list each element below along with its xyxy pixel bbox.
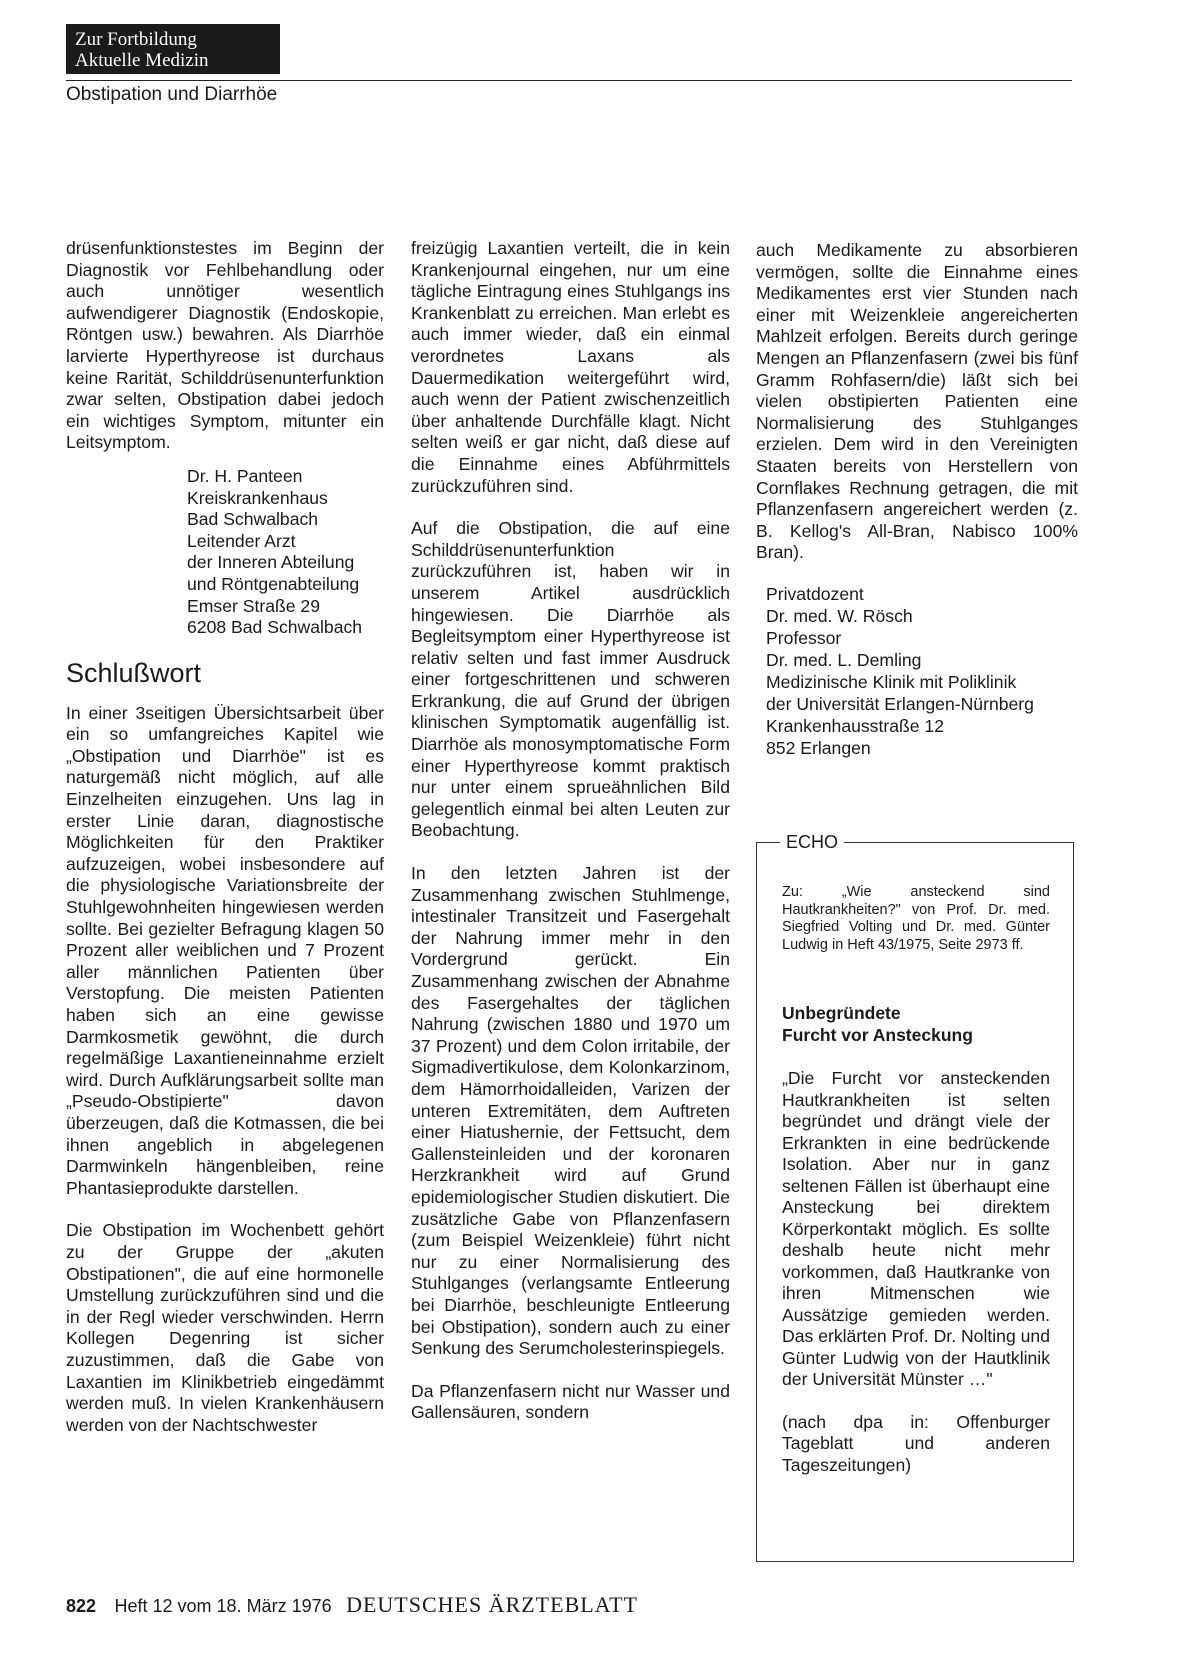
address-line: Krankenhausstraße 12: [766, 715, 944, 736]
section-tag-line1: Zur Fortbildung: [75, 29, 197, 50]
paragraph: freizügig Laxantien verteilt, die in kein Krankenjournal eingehen, nur um eine tägliche Eintragung eines Stuhlgangs ins Krankenblatt zu erreichen. Man erlebt es auch immer wieder, daß ein einmal verordnetes Laxans als Dauermedikation weitergeführt wird, auch wenn der Patient zwischenzeitlich über anhaltende Durchfälle klagt. Nicht selten weiß er gar nicht, daß diese auf die Einnahme eines Abführmittels zurückzuführen sind.: [411, 238, 730, 496]
address-line: Bad Schwalbach: [187, 509, 319, 530]
address-line: Privatdozent: [766, 583, 864, 604]
section-heading: Schlußwort: [66, 657, 202, 688]
echo-title: [782, 1002, 1050, 1046]
section-tag-line2: Aktuelle Medizin: [75, 50, 209, 71]
address-line: Professor: [766, 627, 842, 648]
echo-title-line: Furcht vor Ansteckung: [782, 1025, 973, 1045]
paragraph: Auf die Obstipation, die auf eine Schilddrüsenunterfunktion zurückzuführen ist, haben wir in unserem Artikel ausdrücklich hingewiesen. Die Diarrhöe als Begleitsymptom einer Hyperthyreose ist relativ selten und fast immer Ausdruck einer fortgeschrittenen und schweren Erkrankung, die auf Grund der übrigen klinischen Symptomatik augenfällig ist. Diarrhöe als monosymptomatische Form einer Hyperthyreose kommt praktisch nur unter einem sprueähnlichen Bild gelegentlich einmal bei alten Leuten zur Beobachtung.: [411, 518, 730, 841]
address-line: der Universität Erlangen-Nürnberg: [766, 693, 1034, 714]
page-number: 822: [66, 1596, 97, 1616]
echo-label: ECHO: [780, 830, 844, 854]
quote-source: (nach dpa in: Offenburger Tageblatt und anderen Tageszeitungen): [782, 1411, 1050, 1475]
journal-title: DEUTSCHES ÄRZTEBLATT: [346, 1592, 639, 1617]
address-line: Kreiskrankenhaus: [187, 487, 328, 508]
quote-text: „Die Furcht vor ansteckenden Hautkrankheiten ist selten begründet und drängt viele der Erkrankten in eine bedrückende Isolation. Aber nur in ganz seltenen Fällen ist überhaupt eine Ansteckung bei direktem Körperkontakt möglich. Es sollte deshalb heute nicht mehr vorkommen, daß Hautkranke von ihren Mitmenschen wie Aussätzige gemieden werden. Das erklärten Prof. Dr. Nolting und Günter Ludwig von der Hautklinik der Universität Münster …": [782, 1068, 1050, 1389]
header-rule: [66, 80, 1072, 81]
paragraph: drüsenfunktionstestes im Beginn der Diagnostik vor Fehlbehandlung oder auch unnötiger wesentlich aufwendigerer Diagnostik (Endoskopie, Röntgen usw.) bewahren. Als Diarrhöe larvierte Hyperthyreose ist durchaus keine Rarität, Schilddrüsenunterfunktion zwar selten, Obstipation dabei jedoch ein wichtiges Symptom, mitunter ein Leitsymptom.: [66, 238, 384, 453]
address-line: der Inneren Abteilung: [187, 552, 355, 573]
issue-info: Heft 12 vom 18. März 1976: [114, 1596, 332, 1616]
echo-title-line: Unbegründete: [782, 1003, 901, 1023]
address-line: Dr. H. Panteen: [187, 465, 303, 486]
address-line: Emser Straße 29: [187, 595, 320, 616]
paragraph: Die Obstipation im Wochenbett gehört zu der Gruppe der „akuten Obstipationen", die auf eine hormonelle Umstellung zurückzuführen sind und die in der Regl wieder verschwinden. Herrn Kollegen Degenring ist sicher zuzustimmen, daß die Gabe von Laxantien im Klinikbetrieb eingedämmt werden muß. In vielen Krankenhäusern werden von der Nachtschwester: [66, 1220, 384, 1435]
section-tag: [66, 24, 280, 74]
address-line: 852 Erlangen: [766, 737, 871, 758]
address-line: Dr. med. L. Demling: [766, 649, 922, 670]
paragraph: Da Pflanzenfasern nicht nur Wasser und Gallensäuren, sondern: [411, 1380, 730, 1423]
address-line: 6208 Bad Schwalbach: [187, 617, 363, 638]
echo-quote: [782, 1068, 1050, 1476]
echo-reference: Zu: „Wie ansteckend sind Hautkrankheiten?" von Prof. Dr. med. Siegfried Volting und Dr. med. Günter Ludwig in Heft 43/1975, Seite 2973 ff.: [782, 884, 1050, 953]
author-address: [187, 466, 384, 639]
author-address: [766, 583, 1078, 759]
column-1: [66, 238, 384, 1436]
address-line: und Röntgenabteilung: [187, 573, 360, 594]
article-topic: Obstipation und Diarrhöe: [66, 84, 278, 105]
paragraph: In den letzten Jahren ist der Zusammenhang zwischen Stuhlmenge, intestinaler Transitzeit und Fasergehalt der Nahrung immer mehr in den Vordergrund gerückt. Ein Zusammenhang zwischen der Abnahme des Fasergehaltes der täglichen Nahrung (zwischen 1880 und 1970 um 37 Prozent) und dem Colon irritabile, der Sigmadivertikulose, dem Kolonkarzinom, dem Hämorrhoidalleiden, Varizen der unteren Extremitäten, dem Auftreten einer Hiatushernie, der Fettsucht, dem Gallensteinleiden und der koronaren Herzkrankheit wird auf Grund epidemiologischer Studien diskutiert. Die zusätzliche Gabe von Pflanzenfasern (zum Beispiel Weizenkleie) führt nicht nur zu einer Normalisierung des Stuhlganges (verlangsamte Entleerung bei Diarrhöe, beschleunigte Entleerung bei Obstipation), sondern auch zu einer Senkung des Serumcholesterinspiegels.: [411, 863, 730, 1359]
column-2: [411, 238, 730, 1424]
paragraph: In einer 3seitigen Übersichtsarbeit über ein so umfangreiches Kapitel wie „Obstipation und Diarrhöe" ist es naturgemäß nicht möglich, auf alle Einzelheiten einzugehen. Uns lag in erster Linie daran, diagnostische Möglichkeiten für den Praktiker aufzuzeigen, wobei insbesondere auf die physiologische Variationsbreite der Stuhlgewohnheiten hingewiesen werden sollte. Bei gezielter Befragung klagen 50 Prozent aller weiblichen und 7 Prozent aller männlichen Patienten über Verstopfung. Die meisten Patienten haben sich an eine gewisse Darmkosmetik gewöhnt, die durch regelmäßige Laxantieneinnahme erzielt wird. Durch Aufklärungsarbeit sollte man „Pseudo-Obstipierte" davon überzeugen, daß die Kotmassen, die bei ihnen angeblich in abgelegenen Darmwinkeln hängenbleiben, reine Phantasieprodukte darstellen.: [66, 702, 384, 1198]
page-footer: [66, 1592, 638, 1618]
address-line: Leitender Arzt: [187, 530, 296, 551]
column-3: [756, 240, 1078, 759]
address-line: Medizinische Klinik mit Poliklinik: [766, 671, 1017, 692]
paragraph: auch Medikamente zu absorbieren vermögen, sollte die Einnahme eines Medikamentes erst vier Stunden nach einer mit Weizenkleie angereicherten Mahlzeit erfolgen. Bereits durch geringe Mengen an Pflanzenfasern (zwei bis fünf Gramm Rohfasern/die) läßt sich bei vielen obstipierten Patienten eine Normalisierung des Stuhlganges erzielen. Dem wird in den Vereinigten Staaten bereits von Herstellern von Cornflakes Rechnung getragen, die mit Pflanzenfasern angereichert werden (z. B. Kellog's All-Bran, Nabisco 100% Bran).: [756, 240, 1078, 563]
address-line: Dr. med. W. Rösch: [766, 605, 913, 626]
